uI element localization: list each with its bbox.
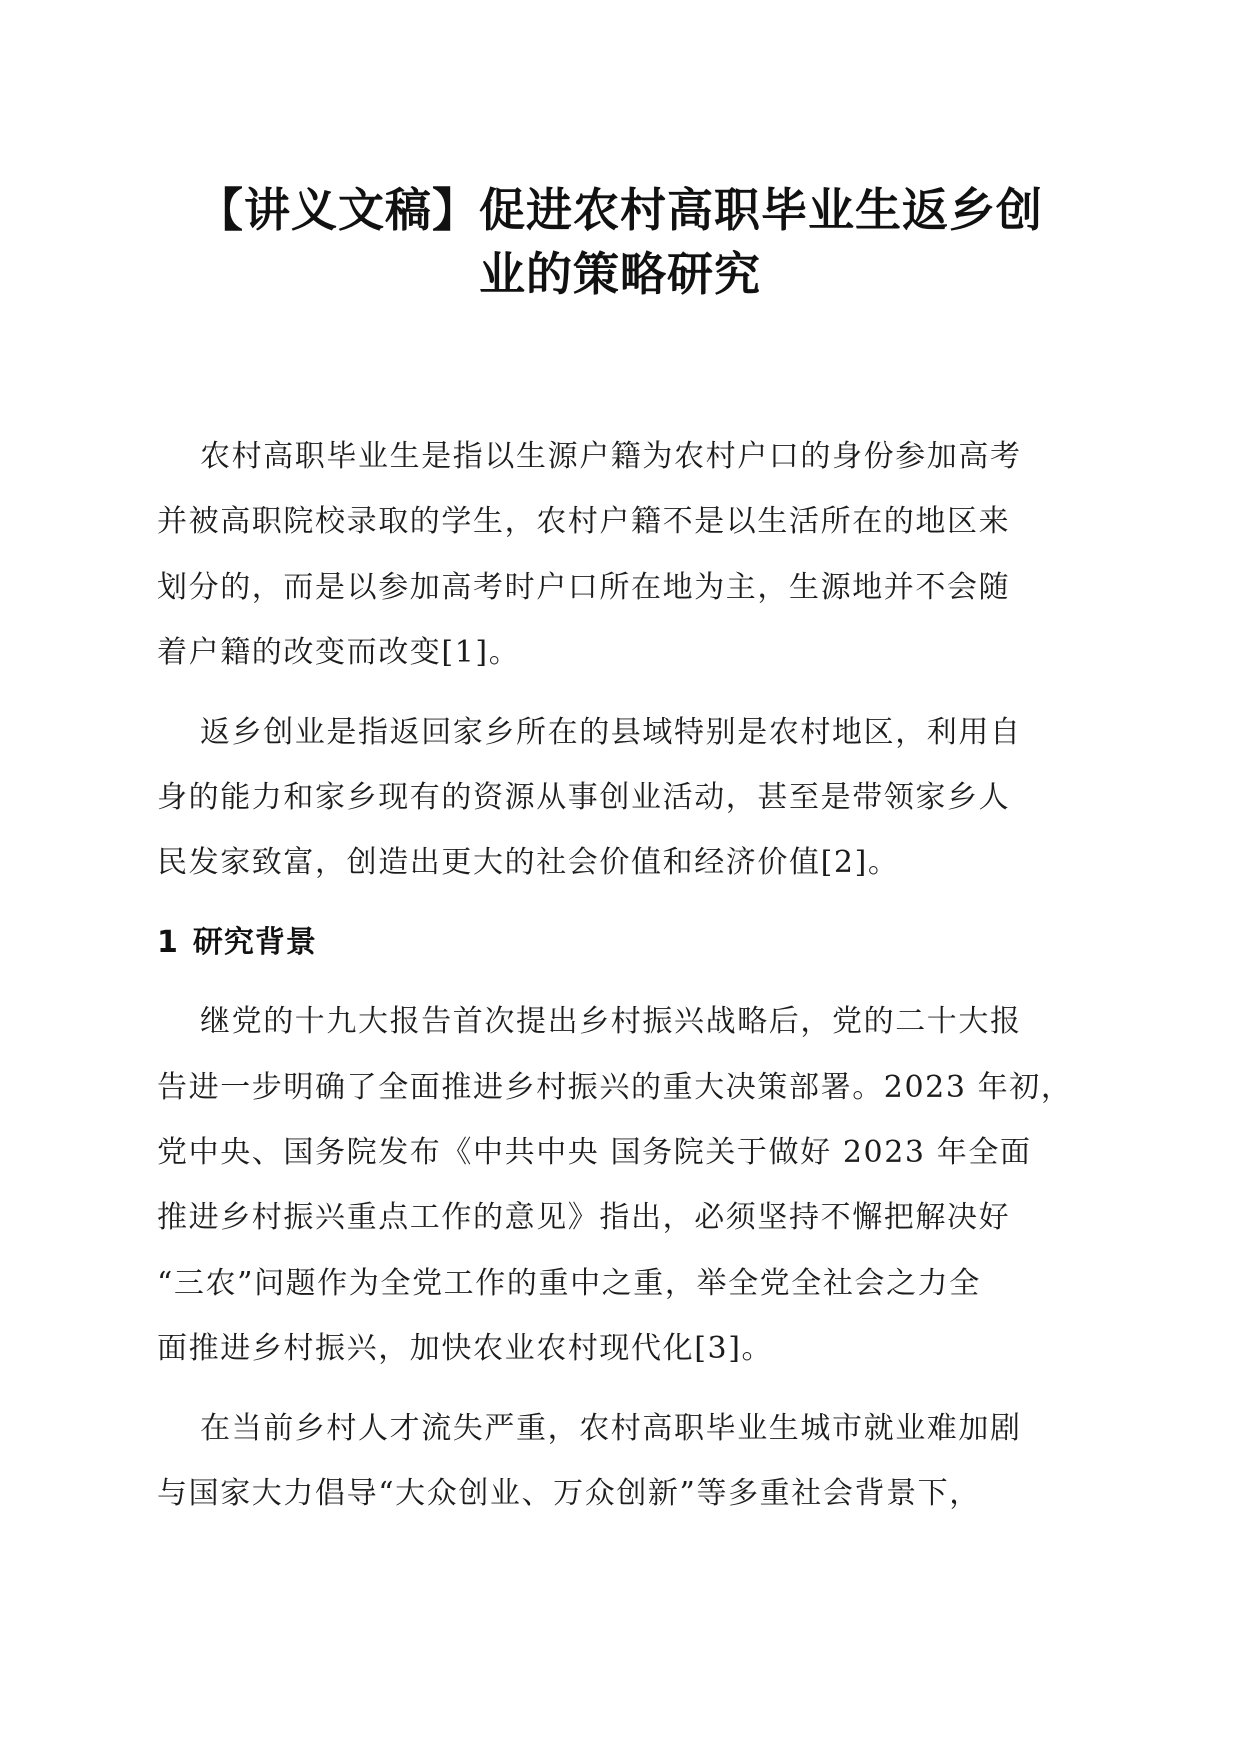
text-line: 民发家致富，创造出更大的社会价值和经济价值[2]。 bbox=[157, 845, 900, 881]
section-heading bbox=[157, 910, 1097, 975]
text-line: 告进一步明确了全面推进乡村振兴的重大决策部署。2023 年初， bbox=[157, 1069, 1073, 1105]
document-body bbox=[157, 424, 1097, 1527]
paragraph-policy-background bbox=[157, 989, 1097, 1381]
text-line: 农村高职毕业生是指以生源户籍为农村户口的身份参加高考 bbox=[200, 439, 1022, 474]
text-line: 身的能力和家乡现有的资源从事创业活动，甚至是带领家乡人 bbox=[157, 780, 1011, 816]
text-line: 党中央、国务院发布《中共中央 国务院关于做好 2023 年全面 bbox=[157, 1135, 1032, 1171]
document-title bbox=[150, 178, 1090, 306]
text-line: 与国家大力倡导“大众创业、万众创新”等多重社会背景下， bbox=[157, 1476, 981, 1512]
text-line: 并被高职院校录取的学生，农村户籍不是以生活所在的地区来 bbox=[157, 504, 1011, 540]
text-line: 划分的，而是以参加高考时户口所在地为主，生源地并不会随 bbox=[157, 569, 1011, 605]
section-title: 研究背景 bbox=[192, 924, 317, 960]
text-line: 面推进乡村振兴，加快农业农村现代化[3]。 bbox=[157, 1331, 774, 1367]
text-line: 返乡创业是指返回家乡所在的县域特别是农村地区，利用自 bbox=[200, 714, 1022, 750]
text-line: 推进乡村振兴重点工作的意见》指出，必须坚持不懈把解决好 bbox=[157, 1200, 1011, 1236]
paragraph-definition-return-entrepreneurship bbox=[157, 700, 1097, 896]
title-line: 【讲义文稿】促进农村高职毕业生返乡创 bbox=[197, 183, 1043, 237]
text-line: 在当前乡村人才流失严重，农村高职毕业生城市就业难加剧 bbox=[200, 1410, 1022, 1446]
section-number: 1 bbox=[157, 924, 179, 960]
paragraph-social-background bbox=[157, 1396, 1097, 1527]
text-line: “三农”问题作为全党工作的重中之重，举全党全社会之力全 bbox=[157, 1265, 981, 1301]
title-line: 业的策略研究 bbox=[479, 247, 761, 301]
paragraph-definition-graduates bbox=[157, 424, 1097, 686]
text-line: 着户籍的改变而改变[1]。 bbox=[157, 635, 521, 671]
text-line: 继党的十九大报告首次提出乡村振兴战略后，党的二十大报 bbox=[200, 1004, 1022, 1040]
